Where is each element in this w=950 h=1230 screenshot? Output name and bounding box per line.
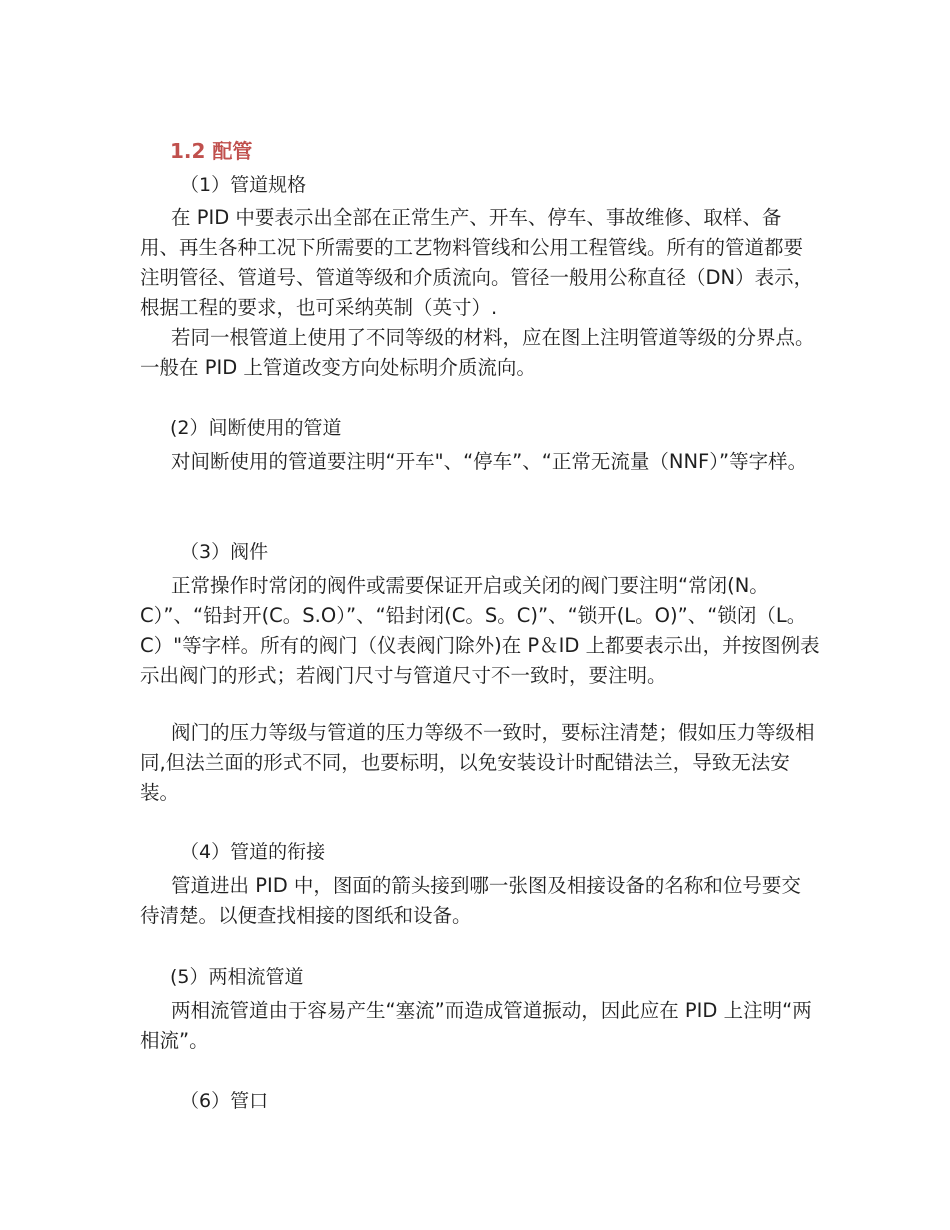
paragraph-pipe-connection: 管道进出 PID 中，图面的箭头接到哪一张图及相接设备的名称和位号要交待清楚。以便查找相接的图纸和设备。 bbox=[140, 874, 801, 927]
subheading-pipe-connection: （4）管道的衔接 bbox=[180, 841, 326, 863]
subheading-nozzle: （6）管口 bbox=[180, 1090, 269, 1112]
paragraph-pipe-spec-2: 若同一根管道上使用了不同等级的材料，应在图上注明管道等级的分界点。一般在 PID 上管道改变方向处标明介质流向。 bbox=[140, 326, 815, 379]
paragraph-pipe-spec-1: 在 PID 中要表示出全部在正常生产、开车、停车、事故维修、取样、备用、再生各种工况下所需要的工艺物料管线和公用工程管线。所有的管道都要注明管径、管道号、管道等级和介质流向。管径一般用公称直径（DN）表示，根据工程的要求，也可采纳英制（英寸）. bbox=[140, 206, 814, 319]
subheading-two-phase-pipe: (5）两相流管道 bbox=[170, 966, 304, 988]
section-title: 1.2 配管 bbox=[170, 139, 253, 163]
paragraph-two-phase-pipe: 两相流管道由于容易产生“塞流”而造成管道振动，因此应在 PID 上注明“两相流”。 bbox=[140, 999, 812, 1052]
subheading-intermittent-pipe: (2）间断使用的管道 bbox=[170, 417, 342, 439]
subheading-pipe-spec: （1）管道规格 bbox=[180, 174, 307, 196]
paragraph-valves-2: 阀门的压力等级与管道的压力等级不一致时，要标注清楚；假如压力等级相同,但法兰面的形式不同，也要标明，以免安装设计时配错法兰，导致无法安装。 bbox=[140, 721, 815, 804]
subheading-valves: （3）阀件 bbox=[180, 541, 269, 563]
paragraph-intermittent-pipe: 对间断使用的管道要注明“开车"、“停车”、“正常无流量（NNF）”等字样。 bbox=[171, 450, 808, 473]
paragraph-valves-1: 正常操作时常闭的阀件或需要保证开启或关闭的阀门要注明“常闭(N。C）”、“铅封开(C。S.O）”、“铅封闭(C。S。C)”、“锁开(L。O)”、“锁闭（L。C）"等字样。所有的阀门（仪表阀门除外)在 P＆ID 上都要表示出，并按图例表示出阀门的形式；若阀门尺寸与管道尺寸不一致时，要注明。 bbox=[140, 574, 820, 687]
